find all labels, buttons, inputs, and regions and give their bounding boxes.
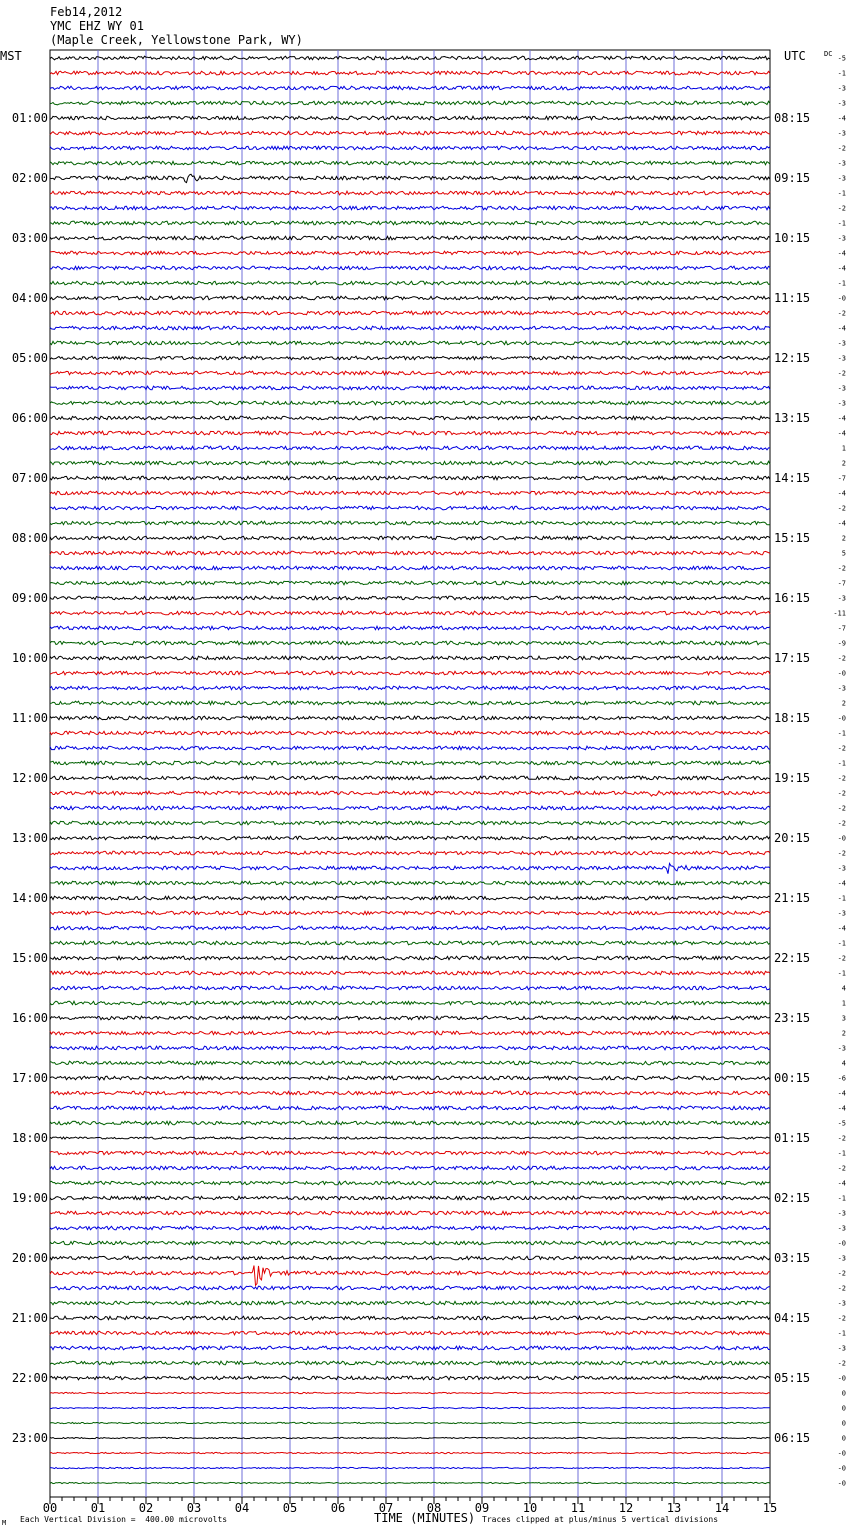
dc-offset-label: 4 — [841, 984, 846, 993]
left-timezone-label: MST — [0, 49, 22, 63]
dc-offset-label: -3 — [837, 1209, 846, 1218]
dc-offset-label: -1 — [837, 1149, 846, 1158]
dc-offset-label: -2 — [837, 369, 846, 378]
clip-note: Traces clipped at plus/minus 5 vertical divisions — [482, 1515, 719, 1524]
corner-mark: M — [2, 1519, 7, 1527]
dc-offset-label: 0 — [841, 1434, 846, 1443]
trace-line — [50, 551, 770, 555]
trace-line — [50, 461, 770, 465]
right-time-label: 21:15 — [774, 891, 811, 905]
dc-offset-label: -3 — [837, 159, 846, 168]
right-time-label: 10:15 — [774, 231, 811, 245]
dc-offset-label: -3 — [837, 1344, 846, 1353]
trace-line — [50, 1046, 770, 1050]
x-tick-label: 10 — [522, 1501, 538, 1515]
trace-line — [50, 1061, 770, 1065]
left-time-label: 06:00 — [11, 411, 48, 425]
trace-line — [50, 56, 770, 60]
trace-line — [50, 1346, 770, 1350]
trace-line — [50, 1106, 770, 1110]
right-time-label: 22:15 — [774, 951, 811, 965]
trace-line — [50, 326, 770, 330]
trace-line — [50, 1181, 770, 1185]
dc-offset-label: -4 — [837, 249, 846, 258]
dc-offset-label: -3 — [837, 384, 846, 393]
trace-line — [50, 596, 770, 600]
dc-offset-label: -1 — [837, 1329, 846, 1338]
trace-line — [50, 356, 770, 360]
dc-offset-label: -2 — [837, 1269, 846, 1278]
trace-line — [50, 251, 770, 255]
dc-offset-label: -1 — [837, 759, 846, 768]
right-time-label: 15:15 — [774, 531, 811, 545]
right-time-label: 05:15 — [774, 1371, 811, 1385]
dc-offset-label: -0 — [837, 714, 846, 723]
trace-line — [50, 1076, 770, 1080]
dc-offset-label: -3 — [837, 129, 846, 138]
right-time-label: 03:15 — [774, 1251, 811, 1265]
dc-offset-label: -2 — [837, 789, 846, 798]
trace-line — [50, 311, 770, 315]
trace-line — [50, 476, 770, 480]
left-time-label: 12:00 — [11, 771, 48, 785]
dc-offset-label: -1 — [837, 969, 846, 978]
dc-offset-label: -2 — [837, 309, 846, 318]
station-id: YMC EHZ WY 01 — [50, 19, 144, 33]
trace-line — [50, 146, 770, 150]
right-time-label: 04:15 — [774, 1311, 811, 1325]
left-time-label: 13:00 — [11, 831, 48, 845]
trace-line — [50, 1016, 770, 1020]
left-time-label: 05:00 — [11, 351, 48, 365]
trace-line — [50, 731, 770, 735]
trace-line — [50, 1211, 770, 1215]
dc-offset-label: -3 — [837, 684, 846, 693]
dc-offset-label: -2 — [837, 1314, 846, 1323]
dc-offset-label: -3 — [837, 234, 846, 243]
dc-offset-label: -2 — [837, 1134, 846, 1143]
dc-offset-label: 5 — [841, 549, 846, 558]
dc-offset-label: 2 — [841, 534, 846, 543]
trace-line — [50, 1266, 770, 1286]
x-tick-label: 09 — [474, 1501, 490, 1515]
trace-line — [50, 911, 770, 915]
x-tick-label: 11 — [570, 1501, 586, 1515]
dc-offset-label: -3 — [837, 339, 846, 348]
trace-line — [50, 1091, 770, 1095]
dc-offset-label: -2 — [837, 774, 846, 783]
right-timezone-label: UTC — [784, 49, 806, 63]
trace-line — [50, 446, 770, 450]
trace-line — [50, 1166, 770, 1170]
trace-line — [50, 701, 770, 705]
dc-offset-label: -4 — [837, 1104, 846, 1113]
trace-line — [50, 1241, 770, 1245]
dc-offset-label: -3 — [837, 1254, 846, 1263]
dc-offset-label: -0 — [837, 834, 846, 843]
dc-offset-label: -2 — [837, 144, 846, 153]
dc-offset-label: 0 — [841, 1404, 846, 1413]
trace-line — [50, 581, 770, 585]
dc-offset-label: -1 — [837, 939, 846, 948]
trace-line — [50, 71, 770, 75]
left-time-label: 18:00 — [11, 1131, 48, 1145]
trace-line — [50, 161, 770, 165]
dc-offset-label: -4 — [837, 1179, 846, 1188]
dc-offset-label: -2 — [837, 1164, 846, 1173]
trace-line — [50, 1392, 770, 1393]
dc-offset-label: 0 — [841, 1389, 846, 1398]
trace-line — [50, 1151, 770, 1155]
dc-offset-label: -4 — [837, 924, 846, 933]
left-time-label: 02:00 — [11, 171, 48, 185]
right-time-label: 16:15 — [774, 591, 811, 605]
dc-header: DC — [824, 50, 833, 58]
trace-line — [50, 1422, 770, 1423]
trace-line — [50, 746, 770, 750]
trace-line — [50, 1467, 770, 1468]
dc-offset-label: -2 — [837, 744, 846, 753]
dc-offset-label: -0 — [837, 1374, 846, 1383]
trace-line — [50, 1452, 770, 1453]
trace-line — [50, 431, 770, 435]
dc-offset-label: -3 — [837, 594, 846, 603]
trace-line — [50, 371, 770, 375]
right-time-label: 00:15 — [774, 1071, 811, 1085]
dc-offset-label: -4 — [837, 264, 846, 273]
dc-offset-label: -0 — [837, 294, 846, 303]
dc-offset-label: 4 — [841, 1059, 846, 1068]
dc-offset-label: -3 — [837, 174, 846, 183]
left-time-label: 03:00 — [11, 231, 48, 245]
dc-offset-label: -0 — [837, 669, 846, 678]
dc-offset-label: -7 — [837, 624, 846, 633]
dc-offset-label: -4 — [837, 429, 846, 438]
dc-offset-label: -2 — [837, 654, 846, 663]
trace-line — [50, 1376, 770, 1380]
trace-line — [50, 1407, 770, 1408]
trace-line — [50, 206, 770, 210]
dc-offset-label: 3 — [841, 1014, 846, 1023]
trace-line — [50, 926, 770, 930]
trace-line — [50, 101, 770, 105]
dc-offset-label: -4 — [837, 114, 846, 123]
right-time-label: 14:15 — [774, 471, 811, 485]
trace-line — [50, 791, 770, 796]
dc-offset-label: -4 — [837, 489, 846, 498]
left-time-label: 14:00 — [11, 891, 48, 905]
trace-line — [50, 386, 770, 390]
left-time-label: 11:00 — [11, 711, 48, 725]
right-time-label: 17:15 — [774, 651, 811, 665]
trace-line — [50, 641, 770, 645]
left-time-label: 23:00 — [11, 1431, 48, 1445]
x-tick-label: 00 — [42, 1501, 58, 1515]
x-tick-label: 07 — [378, 1501, 394, 1515]
dc-offset-label: -4 — [837, 324, 846, 333]
dc-offset-label: -0 — [837, 1449, 846, 1458]
trace-line — [50, 1316, 770, 1320]
x-tick-label: 05 — [282, 1501, 298, 1515]
dc-offset-label: -6 — [837, 1074, 846, 1083]
dc-offset-label: -3 — [837, 1299, 846, 1308]
trace-line — [50, 1286, 770, 1290]
dc-offset-label: -7 — [837, 579, 846, 588]
trace-line — [50, 776, 770, 780]
right-time-label: 19:15 — [774, 771, 811, 785]
dc-offset-label: 0 — [841, 1419, 846, 1428]
left-time-label: 15:00 — [11, 951, 48, 965]
dc-offset-label: 1 — [841, 444, 846, 453]
trace-line — [50, 1361, 770, 1365]
left-time-label: 21:00 — [11, 1311, 48, 1325]
dc-offset-label: -4 — [837, 414, 846, 423]
trace-line — [50, 1001, 770, 1005]
dc-offset-label: -0 — [837, 1464, 846, 1473]
trace-line — [50, 941, 770, 945]
left-time-label: 04:00 — [11, 291, 48, 305]
left-time-label: 08:00 — [11, 531, 48, 545]
right-time-label: 08:15 — [774, 111, 811, 125]
trace-line — [50, 896, 770, 900]
dc-offset-label: -1 — [837, 189, 846, 198]
trace-line — [50, 806, 770, 810]
dc-offset-label: -3 — [837, 1044, 846, 1053]
dc-offset-label: -2 — [837, 819, 846, 828]
scale-note: Each Vertical Division = 400.00 microvolts — [20, 1515, 228, 1524]
dc-offset-label: 1 — [841, 999, 846, 1008]
x-tick-label: 08 — [426, 1501, 442, 1515]
left-time-label: 10:00 — [11, 651, 48, 665]
trace-line — [50, 1301, 770, 1305]
dc-offset-label: -7 — [837, 474, 846, 483]
trace-line — [50, 86, 770, 90]
trace-line — [50, 986, 770, 990]
trace-line — [50, 1031, 770, 1035]
dc-offset-label: -3 — [837, 864, 846, 873]
trace-line — [50, 341, 770, 345]
left-time-label: 22:00 — [11, 1371, 48, 1385]
dc-offset-label: -2 — [837, 204, 846, 213]
left-time-label: 17:00 — [11, 1071, 48, 1085]
dc-offset-label: -2 — [837, 564, 846, 573]
right-time-label: 18:15 — [774, 711, 811, 725]
left-time-label: 20:00 — [11, 1251, 48, 1265]
dc-offset-label: -1 — [837, 69, 846, 78]
trace-line — [50, 401, 770, 405]
x-tick-label: 12 — [618, 1501, 634, 1515]
right-time-label: 23:15 — [774, 1011, 811, 1025]
trace-line — [50, 863, 770, 873]
right-time-label: 11:15 — [774, 291, 811, 305]
dc-offset-label: -2 — [837, 1359, 846, 1368]
right-time-label: 20:15 — [774, 831, 811, 845]
dc-offset-label: -2 — [837, 954, 846, 963]
right-time-label: 06:15 — [774, 1431, 811, 1445]
dc-offset-label: -1 — [837, 219, 846, 228]
right-time-label: 02:15 — [774, 1191, 811, 1205]
right-time-label: 12:15 — [774, 351, 811, 365]
dc-offset-label: -2 — [837, 804, 846, 813]
dc-offset-label: -3 — [837, 354, 846, 363]
left-time-label: 19:00 — [11, 1191, 48, 1205]
trace-line — [50, 1196, 770, 1200]
trace-line — [50, 836, 770, 840]
trace-line — [50, 881, 770, 885]
trace-line — [50, 671, 770, 675]
plot-date: Feb14,2012 — [50, 5, 123, 19]
dc-offset-label: -3 — [837, 909, 846, 918]
trace-line — [50, 1137, 770, 1139]
dc-offset-label: -2 — [837, 1284, 846, 1293]
trace-line — [50, 506, 770, 510]
dc-offset-label: -4 — [837, 1089, 846, 1098]
dc-offset-label: 2 — [841, 699, 846, 708]
left-time-label: 07:00 — [11, 471, 48, 485]
trace-line — [50, 296, 770, 300]
trace-line — [50, 611, 770, 615]
right-time-label: 09:15 — [774, 171, 811, 185]
trace-line — [50, 1437, 770, 1438]
trace-line — [50, 821, 770, 825]
dc-offset-label: -5 — [837, 54, 846, 63]
right-time-label: 01:15 — [774, 1131, 811, 1145]
trace-line — [50, 1121, 770, 1125]
trace-line — [50, 686, 770, 690]
trace-line — [50, 536, 770, 540]
dc-offset-label: -3 — [837, 1224, 846, 1233]
dc-offset-label: -1 — [837, 894, 846, 903]
x-tick-label: 14 — [714, 1501, 730, 1515]
right-time-label: 13:15 — [774, 411, 811, 425]
trace-line — [50, 416, 770, 420]
trace-line — [50, 1226, 770, 1230]
dc-offset-label: -3 — [837, 84, 846, 93]
dc-offset-label: -2 — [837, 504, 846, 513]
left-time-label: 01:00 — [11, 111, 48, 125]
dc-offset-label: -3 — [837, 99, 846, 108]
trace-line — [50, 956, 770, 960]
trace-line — [50, 1256, 770, 1260]
dc-offset-label: -1 — [837, 279, 846, 288]
left-time-label: 09:00 — [11, 591, 48, 605]
x-tick-label: 13 — [666, 1501, 682, 1515]
trace-line — [50, 626, 770, 630]
x-tick-label: 04 — [234, 1501, 250, 1515]
trace-line — [50, 191, 770, 195]
left-time-label: 16:00 — [11, 1011, 48, 1025]
station-location: (Maple Creek, Yellowstone Park, WY) — [50, 33, 303, 47]
trace-line — [50, 656, 770, 660]
dc-offset-label: -4 — [837, 519, 846, 528]
dc-offset-label: -9 — [837, 639, 846, 648]
trace-line — [50, 566, 770, 570]
x-tick-label: 15 — [762, 1501, 778, 1515]
x-tick-label: 01 — [90, 1501, 106, 1515]
x-tick-label: 02 — [138, 1501, 154, 1515]
dc-offset-label: -5 — [837, 1119, 846, 1128]
trace-line — [50, 521, 770, 525]
dc-offset-label: 2 — [841, 1029, 846, 1038]
trace-line — [50, 116, 770, 120]
trace-line — [50, 221, 770, 225]
x-tick-label: 03 — [186, 1501, 202, 1515]
x-tick-label: 06 — [330, 1501, 346, 1515]
dc-offset-label: -0 — [837, 1479, 846, 1488]
x-axis-title: TIME (MINUTES) — [374, 1511, 476, 1525]
dc-offset-label: 2 — [841, 459, 846, 468]
dc-offset-label: -1 — [837, 1194, 846, 1203]
trace-line — [50, 131, 770, 135]
dc-offset-label: -1 — [837, 729, 846, 738]
trace-line — [50, 971, 770, 975]
trace-line — [50, 1482, 770, 1483]
dc-offset-label: -3 — [837, 399, 846, 408]
trace-line — [50, 281, 770, 285]
dc-offset-label: -0 — [837, 1239, 846, 1248]
trace-line — [50, 851, 770, 855]
trace-line — [50, 1331, 770, 1335]
trace-line — [50, 174, 770, 182]
trace-line — [50, 236, 770, 240]
trace-line — [50, 266, 770, 270]
trace-line — [50, 716, 770, 720]
dc-offset-label: -2 — [837, 849, 846, 858]
trace-line — [50, 491, 770, 495]
dc-offset-label: -4 — [837, 879, 846, 888]
trace-line — [50, 761, 770, 765]
dc-offset-label: -11 — [833, 609, 846, 618]
